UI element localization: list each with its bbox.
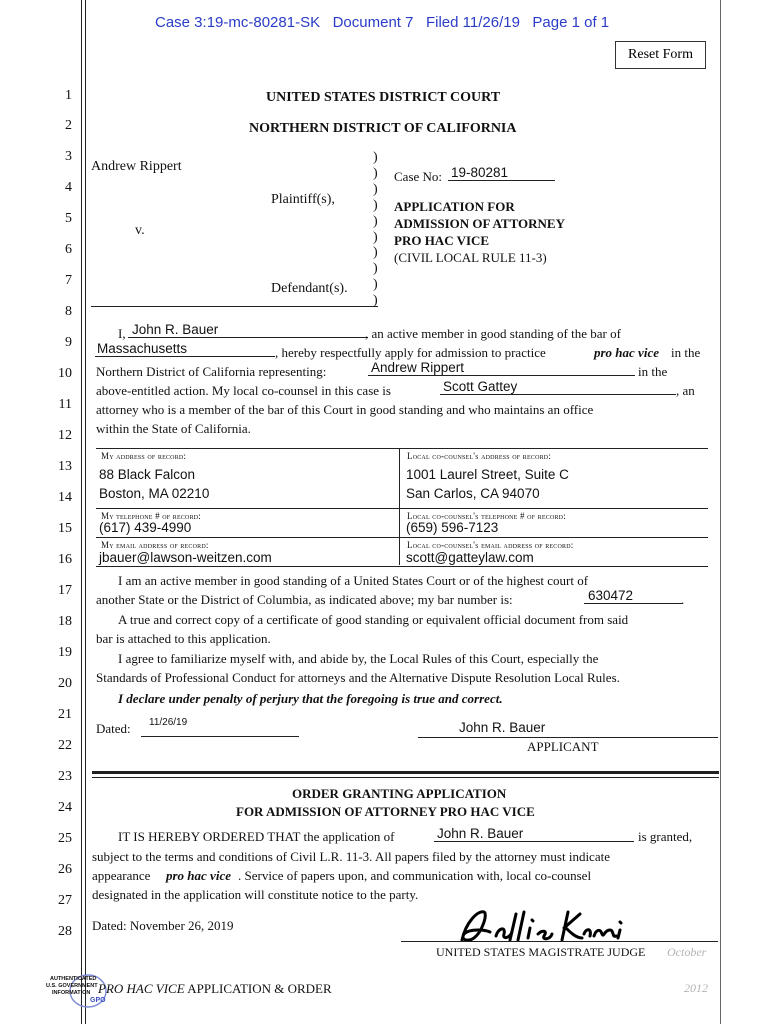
statement-2a: A true and correct copy of a certificate of good standing or equivalent official document from said	[118, 612, 629, 627]
court-name: UNITED STATES DISTRICT COURT	[266, 90, 501, 105]
defendant-label: Defendant(s).	[271, 281, 348, 296]
statement-perjury: I declare under penalty of perjury that the foregoing is true and correct.	[118, 691, 503, 706]
order-title-1: ORDER GRANTING APPLICATION	[292, 786, 507, 801]
i-label: I,	[118, 326, 126, 341]
line-number: 25	[58, 831, 72, 846]
application-title-2: ADMISSION OF ATTORNEY	[394, 216, 565, 231]
statement-1b: another State or the District of Columbia, as indicated above; my bar number is:	[96, 592, 513, 607]
my-email-field[interactable]: jbauer@lawson-weitzen.com	[99, 550, 272, 565]
bar-text-5: attorney who is a member of the bar of this Court in good standing and who maintains an office	[96, 402, 594, 417]
order-text-1a: IT IS HEREBY ORDERED THAT the application of	[118, 829, 395, 844]
line-number: 24	[58, 800, 72, 815]
margin-rule-right	[85, 0, 86, 1024]
footer-year: 2012	[684, 981, 708, 995]
plaintiff-name: Andrew Rippert	[91, 159, 182, 174]
line-number: 27	[58, 893, 72, 908]
address-table-top	[96, 448, 708, 449]
line-number: 5	[65, 211, 72, 226]
line-number: 9	[65, 335, 72, 350]
judge-signature-line	[401, 941, 718, 942]
my-address-line-2[interactable]: Boston, MA 02210	[99, 486, 210, 501]
statement-3a: I agree to familiarize myself with, and abide by, the Local Rules of this Court, especially the	[118, 651, 599, 666]
line-number: 26	[58, 862, 72, 877]
order-text-4: designated in the application will constitute notice to the party.	[92, 887, 419, 902]
gpo-line-3: INFORMATION	[52, 990, 91, 996]
order-text-1b: is granted,	[638, 829, 693, 844]
line-number: 20	[58, 676, 72, 691]
application-title-1: APPLICATION FOR	[394, 199, 515, 214]
cocounsel-address-label: Local co-counsel's address of record:	[407, 451, 552, 461]
gpo-line-2: U.S. GOVERNMENT	[46, 983, 98, 989]
bar-text-4b: , an	[676, 383, 695, 398]
application-title-4: (CIVIL LOCAL RULE 11-3)	[394, 250, 547, 265]
footer-form-title	[98, 981, 332, 997]
order-text-3b: pro hac vice	[166, 868, 231, 883]
bar-text-4a: above-entitled action. My local co-counsel in this case is	[96, 383, 391, 398]
dated-underline	[141, 736, 299, 737]
line-number: 18	[58, 614, 72, 629]
bar-text-6: within the State of California.	[96, 421, 251, 436]
footer-form-phv: HAC VICE	[126, 981, 185, 996]
case-no-field[interactable]: 19-80281	[448, 165, 555, 181]
statement-1c: .	[681, 592, 685, 607]
dated-field[interactable]: 11/26/19	[149, 717, 188, 728]
cocounsel-phone-field[interactable]: (659) 596-7123	[406, 520, 499, 535]
my-phone-field[interactable]: (617) 439-4990	[99, 520, 192, 535]
order-text-3c: . Service of papers upon, and communication with, local co-counsel	[238, 868, 592, 883]
dated-label: Dated:	[96, 721, 131, 736]
bar-text-2b: pro hac vice	[594, 345, 659, 360]
bar-number-field[interactable]: 630472	[584, 588, 682, 604]
caption-underline	[91, 306, 378, 307]
bar-text-1: , an active member in good standing of the bar of	[365, 326, 621, 341]
plaintiff-label: Plaintiff(s),	[271, 192, 335, 207]
caption-parentheses: ) ) ) ) ) ) ) ) ) )	[373, 150, 378, 309]
margin-rule-left	[81, 0, 82, 1024]
margin-rule-right-edge	[720, 0, 721, 1024]
line-number: 28	[58, 924, 72, 939]
address-table-bottom	[96, 566, 708, 567]
bar-text-2c: in the	[671, 345, 701, 360]
applicant-label: APPLICANT	[527, 739, 599, 754]
cocounsel-field[interactable]: Scott Gattey	[440, 379, 676, 395]
bar-text-3b: in the	[638, 364, 668, 379]
judge-label: UNITED STATES MAGISTRATE JUDGE	[436, 945, 646, 959]
order-separator-thin	[92, 777, 719, 778]
cocounsel-address-line-2[interactable]: San Carlos, CA 94070	[406, 486, 540, 501]
line-number: 6	[65, 242, 72, 257]
line-number: 16	[58, 552, 72, 567]
my-email-label: My email address of record:	[101, 540, 209, 550]
applicant-signature-line	[418, 737, 718, 738]
bar-text-2a: , hereby respectfully apply for admission to practice	[275, 345, 546, 360]
case-header: Case 3:19-mc-80281-SK Document 7 Filed 11/26/19 Page 1 of 1	[155, 14, 610, 31]
order-title-2: FOR ADMISSION OF ATTORNEY PRO HAC VICE	[236, 804, 535, 819]
line-number: 8	[65, 304, 72, 319]
cocounsel-email-label: Local co-counsel's email address of record:	[407, 540, 574, 550]
footer-form-rest: APPLICATION & ORDER	[187, 981, 332, 996]
case-no-label: Case No:	[394, 169, 443, 184]
order-separator-thick	[92, 771, 719, 774]
line-number: 23	[58, 769, 72, 784]
address-table-row-1	[96, 508, 708, 509]
line-number: 10	[58, 366, 72, 381]
gpo-line-1: AUTHENTICATED	[50, 976, 97, 982]
line-number: 3	[65, 149, 72, 164]
my-address-line-1[interactable]: 88 Black Falcon	[99, 467, 196, 482]
line-number: 12	[58, 428, 72, 443]
order-applicant-field[interactable]: John R. Bauer	[434, 826, 634, 842]
footer-form-pro: PRO	[98, 981, 124, 996]
application-title-3: PRO HAC VICE	[394, 233, 490, 248]
cocounsel-address-line-1[interactable]: 1001 Laurel Street, Suite C	[406, 467, 569, 482]
order-dated: Dated: November 26, 2019	[92, 918, 234, 933]
line-number: 14	[58, 490, 72, 505]
address-table-row-2	[96, 537, 708, 538]
line-number: 13	[58, 459, 72, 474]
line-number: 1	[65, 88, 72, 103]
address-table-divider	[399, 448, 400, 565]
gpo-line-4: GPO	[90, 997, 106, 1004]
judge-label-suffix: October	[667, 945, 707, 959]
line-number: 15	[58, 521, 72, 536]
statement-1a: I am an active member in good standing of a United States Court or of the highest court of	[118, 573, 589, 588]
bar-state-field[interactable]: Massachusetts	[95, 341, 275, 357]
cocounsel-email-field[interactable]: scott@gatteylaw.com	[406, 550, 534, 565]
order-text-2: subject to the terms and conditions of Civil L.R. 11-3. All papers filed by the attorney must indicate	[92, 849, 610, 864]
bar-text-3a: Northern District of California representing:	[96, 364, 327, 379]
cocounsel-phone-label: Local co-counsel's telephone # of record:	[407, 511, 566, 521]
line-number: 17	[58, 583, 72, 598]
versus-label: v.	[135, 223, 145, 238]
line-number: 4	[65, 180, 72, 195]
line-number: 19	[58, 645, 72, 660]
line-number: 2	[65, 118, 72, 133]
my-phone-label: My telephone # of record:	[101, 511, 202, 521]
statement-2b: bar is attached to this application.	[96, 631, 271, 646]
statement-3b: Standards of Professional Conduct for attorneys and the Alternative Dispute Resolution Local Rules.	[96, 670, 620, 685]
my-address-label: My address of record:	[101, 451, 187, 461]
order-text-3a: appearance	[92, 868, 151, 883]
line-number: 11	[58, 397, 72, 412]
line-number: 22	[58, 738, 72, 753]
line-number: 7	[65, 273, 72, 288]
court-district: NORTHERN DISTRICT OF CALIFORNIA	[249, 121, 517, 136]
applicant-name-field[interactable]: John R. Bauer	[128, 322, 368, 338]
line-number: 21	[58, 707, 72, 722]
applicant-signature-field[interactable]: John R. Bauer	[459, 720, 546, 735]
representing-field[interactable]: Andrew Rippert	[368, 360, 635, 376]
reset-form-button[interactable]: Reset Form	[615, 41, 706, 69]
